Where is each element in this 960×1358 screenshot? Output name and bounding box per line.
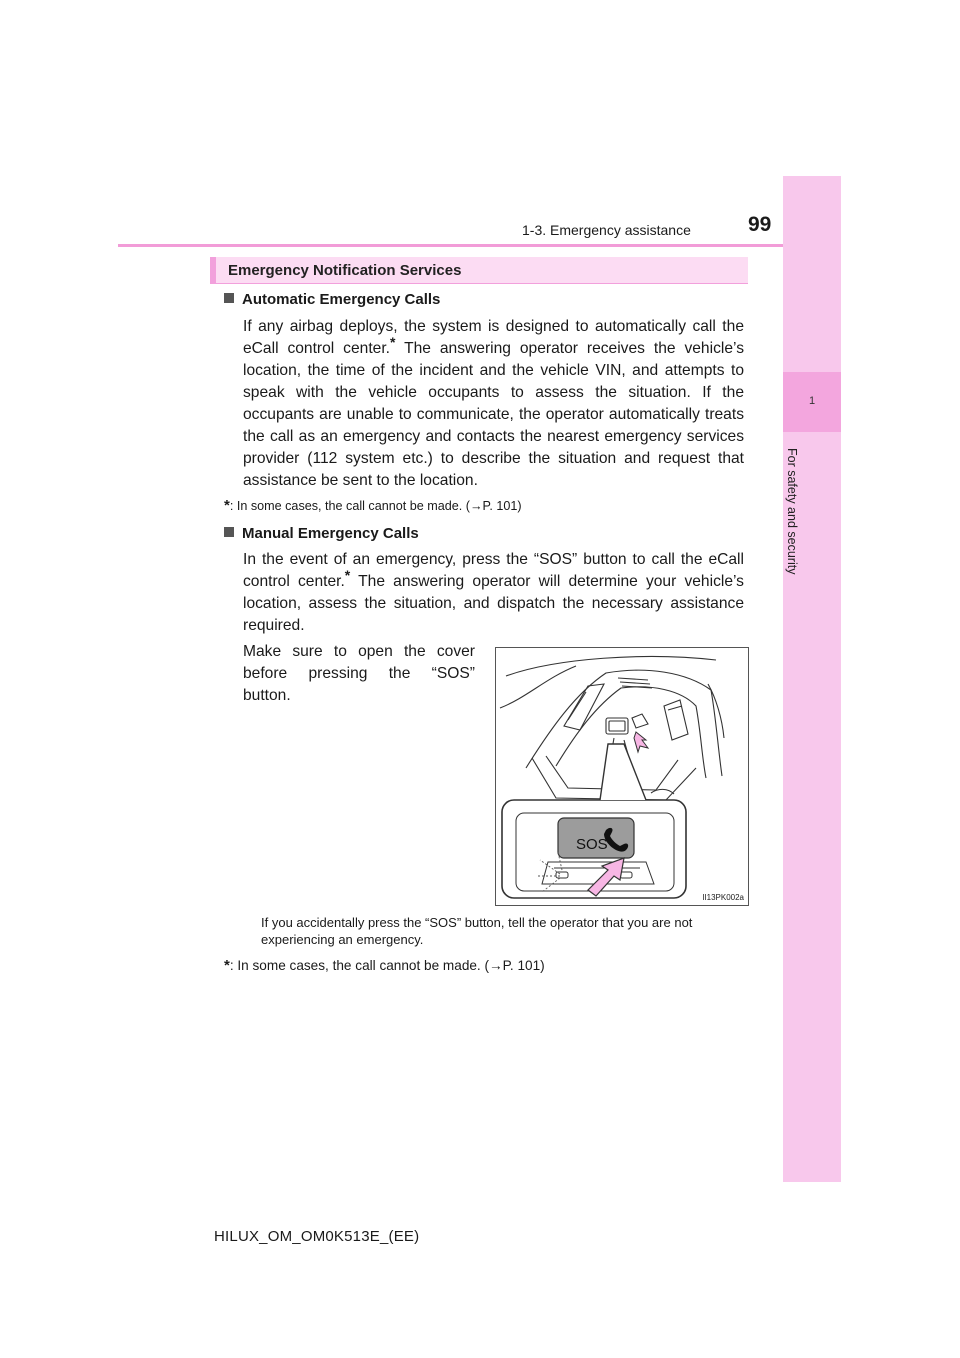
manual-footnote (224, 957, 545, 974)
chapter-number: 1 (808, 395, 816, 407)
cover-instruction: Make sure to open the cover before pressing the “SOS” button. (243, 643, 475, 704)
chapter-side-tab (783, 176, 841, 1182)
figure-code: II13PK002a (702, 893, 744, 902)
automatic-footnote (224, 497, 522, 514)
automatic-text-after: The answering operator receives the vehicle’s location, the time of the incident and the vehicle VIN, and attempts to speak with the vehicle occupants to assess the situation. If the occupants are unable to communicate, the operator automatically treats the call as an emergency and contacts the nearest emergency services provider (112 system etc.) to describe the situation and request that assistance be sent to the location. (243, 340, 744, 489)
accidental-press-note: If you accidentally press the “SOS” button, tell the operator that you are not experiencing an emergency. (261, 915, 693, 947)
automatic-calls-paragraph (243, 316, 744, 492)
overhead-console-drawing (496, 648, 748, 905)
automatic-text-before: If any airbag deploys, the system is designed to automatically call the eCall control center. (243, 318, 744, 357)
footnote-star: * (224, 957, 230, 974)
section-title: Emergency Notification Services (228, 262, 462, 279)
square-bullet-icon (224, 293, 234, 303)
sos-button-label: SOS (576, 836, 608, 853)
header-rule (118, 244, 841, 247)
manual-calls-heading-text: Manual Emergency Calls (242, 525, 419, 542)
section-heading-bar (210, 257, 748, 284)
page-number: 99 (748, 213, 772, 236)
sos-button-illustration (495, 647, 749, 906)
section-path: 1-3. Emergency assistance (522, 222, 691, 238)
manual-text-after: The answering operator will determine your vehicle’s location, assess the situation, and dispatch the necessary assistance required. (243, 573, 744, 634)
footnote-mark: * (390, 333, 396, 350)
automatic-calls-heading (224, 291, 440, 308)
footnote-star: * (224, 497, 230, 514)
chapter-title: For safety and security (785, 448, 799, 575)
manual-text-before: In the event of an emergency, press the “SOS” button to call the eCall control center. (243, 551, 744, 590)
square-bullet-icon (224, 527, 234, 537)
manual-calls-heading (224, 525, 419, 542)
footnote-mark: * (344, 566, 351, 583)
manual-calls-paragraph (243, 549, 744, 637)
automatic-footnote-text: : In some cases, the call cannot be made. (→P. 101) (229, 499, 522, 513)
document-code: HILUX_OM_OM0K513E_(EE) (214, 1228, 420, 1245)
automatic-calls-heading-text: Automatic Emergency Calls (242, 291, 441, 308)
manual-footnote-text: : In some cases, the call cannot be made. (→P. 101) (229, 958, 545, 973)
